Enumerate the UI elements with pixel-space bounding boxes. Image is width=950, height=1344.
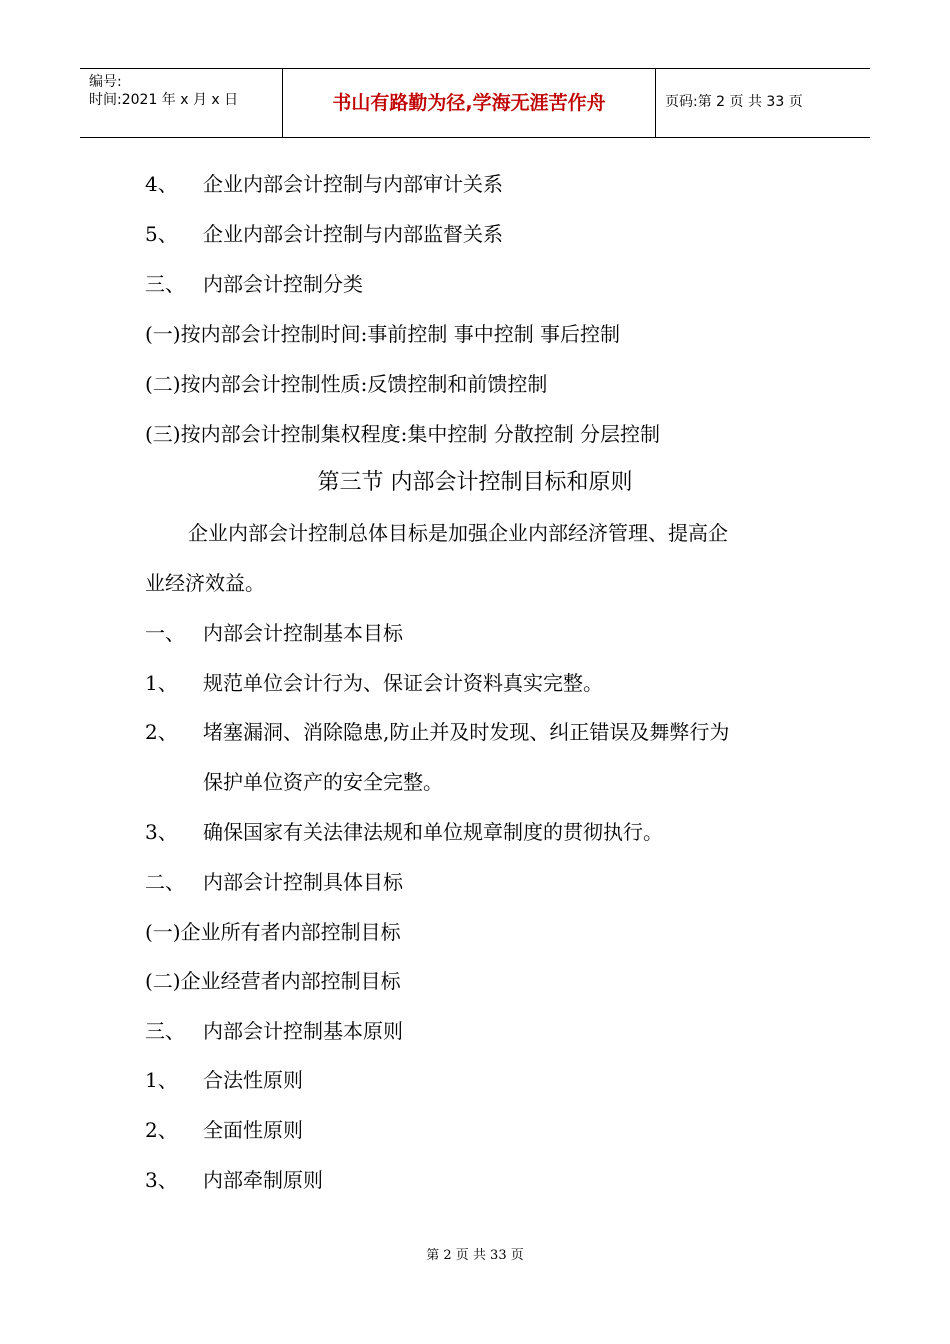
list-item bbox=[145, 171, 503, 197]
list-item-text: 内部牵制原则 bbox=[203, 1168, 323, 1192]
list-item-number: 一、 bbox=[145, 621, 185, 645]
list-item: (三)按内部会计控制集权程度:集中控制 分散控制 分层控制 bbox=[145, 422, 661, 446]
list-item-number: 2、 bbox=[145, 720, 178, 744]
list-item: (一)按内部会计控制时间:事前控制 事中控制 事后控制 bbox=[145, 322, 621, 346]
list-item bbox=[145, 1067, 303, 1093]
list-item-text: 内部会计控制基本目标 bbox=[203, 621, 403, 645]
header-page-cell bbox=[655, 69, 870, 137]
list-item-text: 企业内部会计控制与内部审计关系 bbox=[203, 172, 503, 196]
list-item: (二)按内部会计控制性质:反馈控制和前馈控制 bbox=[145, 372, 548, 396]
list-item-number: 1、 bbox=[145, 1068, 178, 1092]
list-item-text: 内部会计控制分类 bbox=[203, 272, 363, 296]
paragraph-line: 业经济效益。 bbox=[145, 571, 265, 595]
list-item-text: 堵塞漏洞、消除隐患,防止并及时发现、纠正错误及舞弊行为 bbox=[203, 720, 730, 744]
list-item-number: 二、 bbox=[145, 870, 185, 894]
list-item-text: 内部会计控制基本原则 bbox=[203, 1019, 403, 1043]
list-item-number: 5、 bbox=[145, 222, 178, 246]
list-item bbox=[145, 1018, 403, 1044]
list-item: (二)企业经营者内部控制目标 bbox=[145, 969, 401, 993]
list-item: (一)企业所有者内部控制目标 bbox=[145, 920, 401, 944]
list-item-text: 内部会计控制具体目标 bbox=[203, 870, 403, 894]
list-item bbox=[145, 221, 503, 247]
list-item bbox=[145, 869, 403, 895]
list-item-number: 4、 bbox=[145, 172, 178, 196]
paragraph-line: 企业内部会计控制总体目标是加强企业内部经济管理、提高企 bbox=[188, 521, 728, 545]
document-number-label: 编号: bbox=[89, 74, 122, 90]
header-motto-cell bbox=[282, 69, 656, 137]
list-item bbox=[145, 670, 603, 696]
list-item bbox=[145, 719, 730, 745]
list-item-number: 2、 bbox=[145, 1118, 178, 1142]
document-time-label: 时间:2021 年 x 月 x 日 bbox=[89, 92, 239, 108]
list-item-number: 三、 bbox=[145, 1019, 185, 1043]
list-item bbox=[145, 271, 363, 297]
list-item-text: 全面性原则 bbox=[203, 1118, 303, 1142]
list-item-text: 合法性原则 bbox=[203, 1068, 303, 1092]
header-motto: 书山有路勤为径,学海无涯苦作舟 bbox=[332, 92, 606, 114]
list-item-text: 确保国家有关法律法规和单位规章制度的贯彻执行。 bbox=[203, 820, 663, 844]
list-item bbox=[145, 819, 663, 845]
page-header bbox=[80, 68, 870, 138]
list-item-continuation: 保护单位资产的安全完整。 bbox=[203, 770, 443, 794]
section-title: 第三节 内部会计控制目标和原则 bbox=[317, 470, 633, 495]
list-item-number: 1、 bbox=[145, 671, 178, 695]
list-item bbox=[145, 1117, 303, 1143]
page-footer: 第 2 页 共 33 页 bbox=[426, 1248, 524, 1263]
header-page-info: 页码:第 2 页 共 33 页 bbox=[665, 94, 803, 110]
list-item-text: 企业内部会计控制与内部监督关系 bbox=[203, 222, 503, 246]
list-item-number: 3、 bbox=[145, 820, 178, 844]
list-item bbox=[145, 1167, 323, 1193]
list-item bbox=[145, 620, 403, 646]
list-item-number: 三、 bbox=[145, 272, 185, 296]
list-item-text: 规范单位会计行为、保证会计资料真实完整。 bbox=[203, 671, 603, 695]
list-item-number: 3、 bbox=[145, 1168, 178, 1192]
header-meta-cell bbox=[80, 69, 282, 137]
